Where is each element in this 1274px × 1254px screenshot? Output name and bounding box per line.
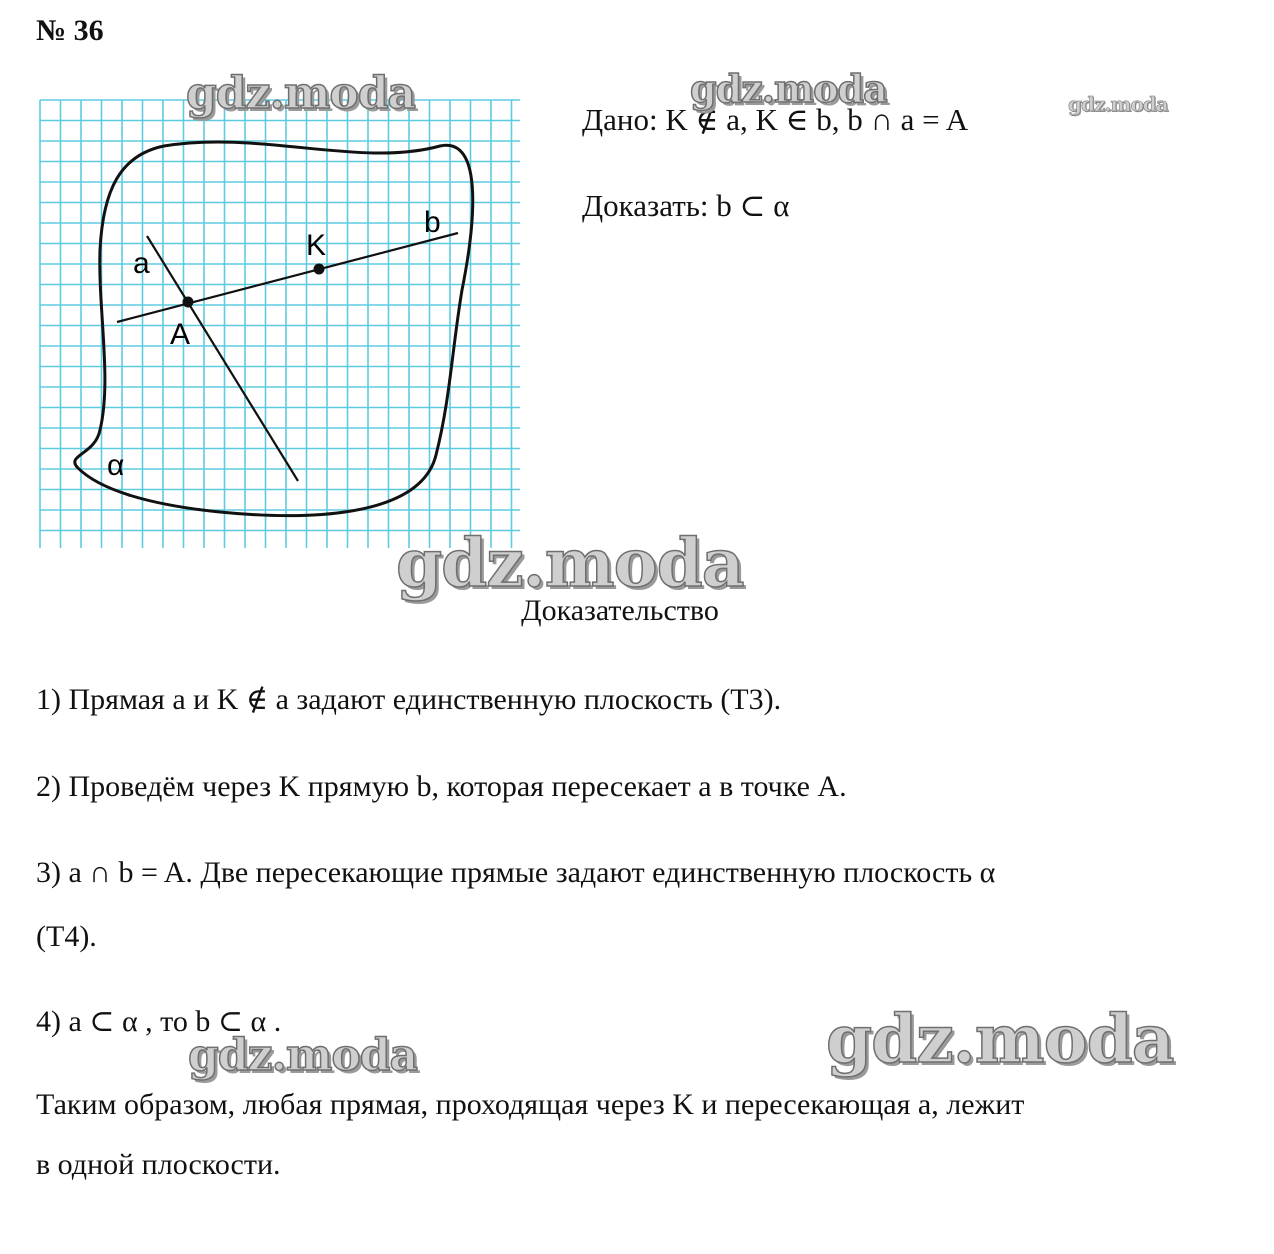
proof-step-1: 1) Прямая a и K ∉ a задают единственную плоскость (Т3). (36, 683, 782, 716)
watermark: gdz.moda (396, 524, 744, 602)
line-b (117, 233, 458, 322)
point-k (314, 264, 325, 275)
label-plane-alpha: α (107, 449, 125, 482)
proof-step-3: 3) a ∩ b = A. Две пересекающие прямые задают единственную плоскость α (36, 856, 996, 889)
conclusion-line-2: в одной плоскости. (36, 1148, 281, 1181)
conclusion-line-1: Таким образом, любая прямая, проходящая через K и пересекающая a, лежит (36, 1088, 1025, 1121)
label-line-b: b (424, 206, 441, 239)
proof-step-2: 2) Проведём через K прямую b, которая пересекает a в точке A. (36, 770, 847, 803)
watermark: gdz.moda (826, 1000, 1174, 1078)
label-line-a: a (133, 247, 150, 280)
plane-alpha-outline (75, 142, 473, 516)
prove-statement: Доказать: b ⊂ α (582, 188, 790, 223)
point-a (183, 297, 194, 308)
proof-step-3-continued: (Т4). (36, 920, 97, 953)
label-point-k: K (306, 229, 327, 262)
label-point-a: A (170, 318, 191, 351)
problem-number: № 36 (36, 14, 104, 47)
given-statement: Дано: K ∉ a, K ∈ b, b ∩ a = A (582, 102, 969, 137)
watermark: gdz.moda (186, 68, 416, 119)
watermark: gdz.moda (690, 66, 887, 111)
watermark: gdz.moda (188, 1030, 418, 1081)
line-a (147, 236, 298, 481)
proof-step-4: 4) a ⊂ α , то b ⊂ α . (36, 1005, 282, 1038)
proof-heading: Доказательство (521, 594, 719, 627)
watermark: gdz.moda (1068, 92, 1168, 116)
